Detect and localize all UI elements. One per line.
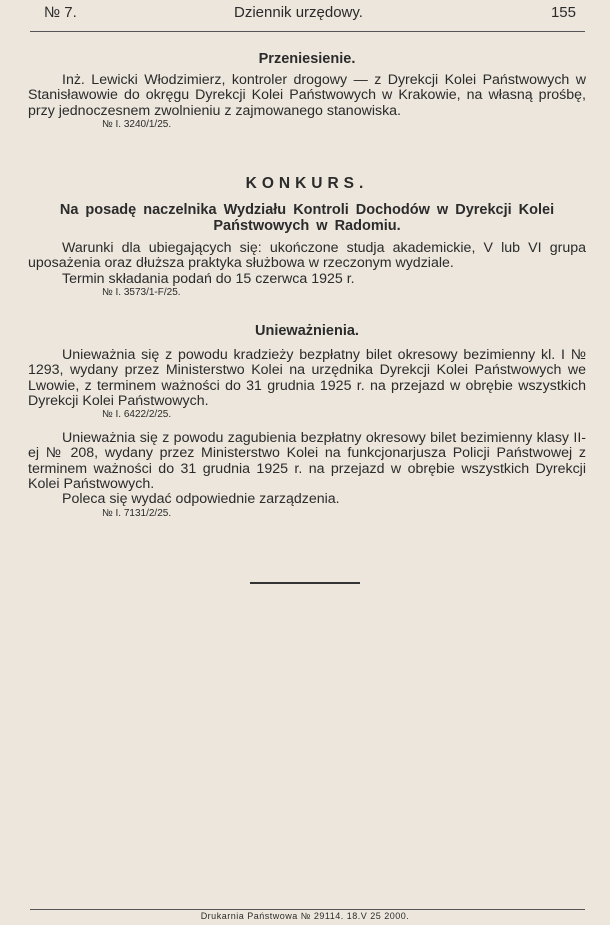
annulment-1-ref: № I. 6422/2/25. — [102, 409, 172, 421]
annulment-1-text: Unieważnia się z powodu kradzieży bezpłatny bilet okresowy bezimienny kl. I № 1293, wydany przez Ministerstwo Kolei na urzędnika Dyrekcji Kolei Państwowych we Lwowie, z terminem ważności do 31 grudnia 1925 r. na przejazd w obrębie wszystkich Dyrekcji Kolei Państwowych. — [28, 347, 586, 409]
annulment-2-text: Unieważnia się z powodu zagubienia bezpłatny okresowy bilet bezimienny klasy II-ej № 208, wydany przez Ministerstwo Kolei na funkcjonarjusza Policji Państwowej z terminem ważności do 31 grudnia 1925 r. na przejazd w obrębie wszystkich Dyrekcji Kolei Państwowych. — [28, 430, 586, 493]
annulments-section — [28, 322, 586, 520]
competition-subtitle: Na posadę naczelnika Wydziału Kontroli Dochodów w Dyrekcji Kolei Państwowych w Radomiu. — [59, 202, 555, 234]
page-number: 155 — [550, 4, 576, 21]
transfer-title: Przeniesienie. — [258, 51, 356, 67]
competition-deadline: Termin składania podań do 15 czerwca 1925 r. — [62, 270, 355, 287]
competition-title: KONKURS. — [245, 175, 369, 192]
page-header — [44, 4, 576, 26]
annulment-2-ref: № I. 7131/2/25. — [102, 507, 172, 519]
journal-title: Dziennik urzędowy. — [234, 4, 363, 21]
competition-ref: № I. 3573/1-F/25. — [102, 286, 181, 298]
transfer-text: Inż. Lewicki Włodzimierz, kontroler drogowy — z Dyrekcji Kolei Państwowych w Stanisławowie do okręgu Dyrekcji Kolei Państwowych w Krakowie, na własną prośbę, przy jednoczesnem zwolnieniu z zajmowanego stanowiska. — [28, 72, 586, 119]
printer-footer: Drukarnia Państwowa № 29114. 18.V 25 2000. — [200, 911, 410, 921]
annulment-2-instruction: Poleca się wydać odpowiednie zarządzenia. — [62, 491, 340, 508]
annulments-title: Unieważnienia. — [255, 323, 359, 339]
section-divider — [250, 582, 360, 584]
transfer-ref: № I. 3240/1/25. — [102, 118, 172, 130]
competition-section — [28, 175, 586, 299]
competition-conditions: Warunki dla ubiegających się: ukończone studja akademickie, V lub VI grupa uposażenia oraz dłuższa praktyka służbowa w rzeczonym wydziale. — [28, 240, 586, 272]
footer-rule — [30, 909, 585, 910]
issue-number: № 7. — [44, 4, 77, 21]
header-rule — [30, 31, 585, 32]
transfer-section — [28, 50, 586, 131]
